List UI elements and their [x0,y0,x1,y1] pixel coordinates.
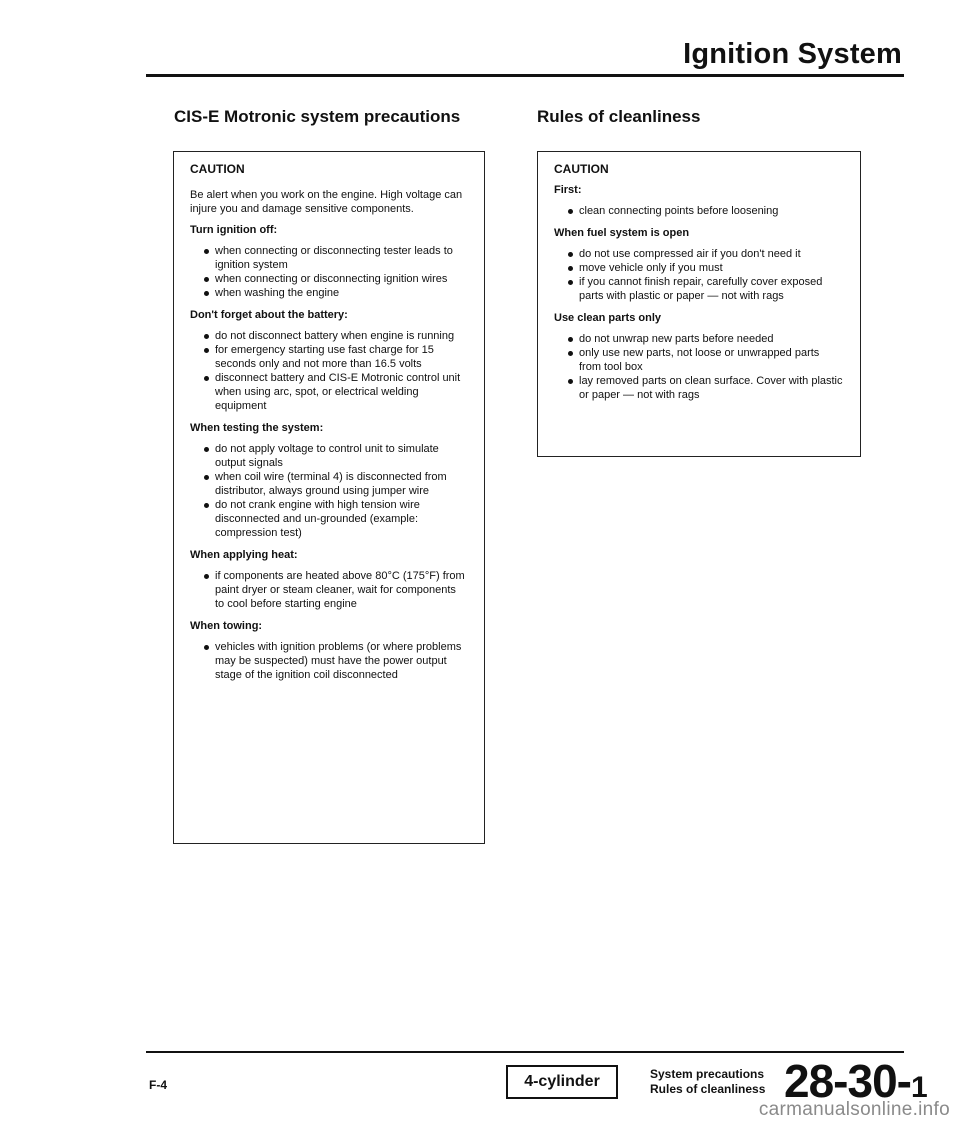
list-item: when connecting or disconnecting ignition wires [204,272,468,286]
footer-desc-line: System precautions [650,1067,765,1081]
list-item: when washing the engine [204,286,468,300]
list-item: do not apply voltage to control unit to simulate output signals [204,442,468,470]
bullet-list [190,442,468,540]
variant-badge: 4-cylinder [506,1065,618,1099]
list-item: do not crank engine with high tension wire disconnected and un-grounded (example: compression test) [204,498,468,540]
list-item: when connecting or disconnecting tester leads to ignition system [204,244,468,272]
caution-intro: Be alert when you work on the engine. High voltage can injure you and damage sensitive components. [190,189,463,215]
page-code-left: F-4 [149,1078,167,1092]
section-heading: When towing: [190,620,263,632]
list-item: clean connecting points before loosening [568,204,844,218]
list-item: do not disconnect battery when engine is running [204,329,468,343]
list-item: when coil wire (terminal 4) is disconnected from distributor, always ground using jumper wire [204,470,468,498]
section-heading: First: [554,184,582,196]
list-item: for emergency starting use fast charge for 15 seconds only and not more than 16.5 volts [204,343,468,371]
bullet-list [190,244,468,300]
list-item: if components are heated above 80°C (175°F) from paint dryer or steam cleaner, wait for components to cool before starting engine [204,569,468,611]
bullet-list [190,640,468,682]
caution-label: CAUTION [190,162,245,176]
bullet-list [190,329,468,413]
header-rule [146,74,904,77]
right-section-title: Rules of cleanliness [537,107,701,126]
footer-desc-line: Rules of cleanliness [650,1082,766,1096]
footer-rule [146,1051,904,1053]
cleanliness-caution-box [537,151,861,457]
bullet-list [554,332,844,402]
section-heading: Don't forget about the battery: [190,309,348,321]
section-heading: When applying heat: [190,549,298,561]
watermark: carmanualsonline.info [758,1099,950,1120]
caution-label: CAUTION [554,162,609,176]
page-number-main: 28-30- [784,1055,911,1107]
list-item: only use new parts, not loose or unwrapped parts from tool box [568,346,844,374]
page-header-title: Ignition System [683,38,902,70]
page-number-suffix: 1 [910,1071,927,1104]
section-heading: When fuel system is open [554,227,690,239]
list-item: move vehicle only if you must [568,261,844,275]
list-item: if you cannot finish repair, carefully cover exposed parts with plastic or paper — not with rags [568,275,844,303]
list-item: disconnect battery and CIS-E Motronic control unit when using arc, spot, or electrical welding equipment [204,371,468,413]
section-heading: Turn ignition off: [190,224,278,236]
list-item: do not unwrap new parts before needed [568,332,844,346]
bullet-list [554,247,844,303]
list-item: vehicles with ignition problems (or where problems may be suspected) must have the power output stage of the ignition coil disconnected [204,640,468,682]
bullet-list [190,569,468,611]
list-item: do not use compressed air if you don't need it [568,247,844,261]
bullet-list [554,204,844,218]
section-heading: Use clean parts only [554,312,661,324]
left-section-title: CIS-E Motronic system precautions [174,107,461,126]
precautions-caution-box [173,151,485,844]
section-heading: When testing the system: [190,422,324,434]
footer-description [650,1067,765,1097]
list-item: lay removed parts on clean surface. Cover with plastic or paper — not with rags [568,374,844,402]
